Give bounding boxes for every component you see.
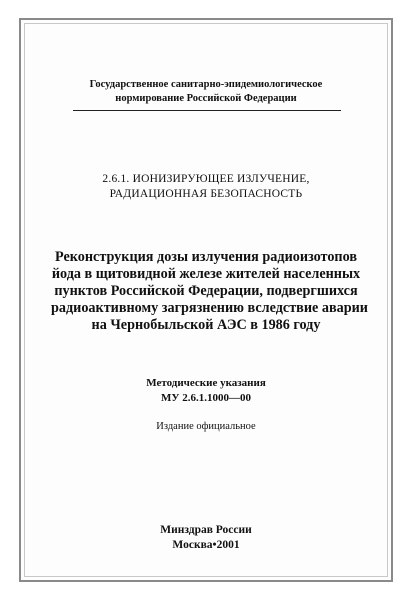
publisher-block bbox=[21, 523, 391, 553]
publisher-name: Минздрав России bbox=[160, 524, 252, 536]
issuer-line-1: Государственное санитарно-эпидемиологическое bbox=[89, 79, 323, 90]
document-series bbox=[21, 376, 391, 406]
title-line-1: Реконструкция дозы излучения радиоизотопов bbox=[55, 249, 357, 265]
series-code: МУ 2.6.1.1000—00 bbox=[161, 392, 251, 404]
cover-frame bbox=[19, 18, 393, 582]
section-heading bbox=[21, 172, 391, 202]
issuer-line-2: нормирование Российской Федерации bbox=[115, 93, 297, 104]
document-title bbox=[21, 249, 391, 334]
header-divider bbox=[73, 110, 341, 111]
publisher-place-year: Москва•2001 bbox=[172, 539, 240, 551]
title-line-5: на Чернобыльской АЭС в 1986 году bbox=[91, 317, 321, 333]
title-line-4: радиоактивному загрязнению вследствие аварии bbox=[51, 300, 368, 316]
title-line-2: йода в щитовидной железе жителей населенных bbox=[51, 266, 361, 282]
issuer-header bbox=[21, 78, 391, 106]
series-type: Методические указания bbox=[146, 377, 266, 389]
edition-text: Издание официальное bbox=[156, 421, 256, 432]
section-line-1: 2.6.1. ИОНИЗИРУЮЩЕЕ ИЗЛУЧЕНИЕ, bbox=[102, 173, 310, 185]
section-line-2: РАДИАЦИОННАЯ БЕЗОПАСНОСТЬ bbox=[109, 188, 303, 200]
edition-note bbox=[21, 420, 391, 434]
title-line-3: пунктов Российской Федерации, подвергшихся bbox=[54, 283, 358, 299]
